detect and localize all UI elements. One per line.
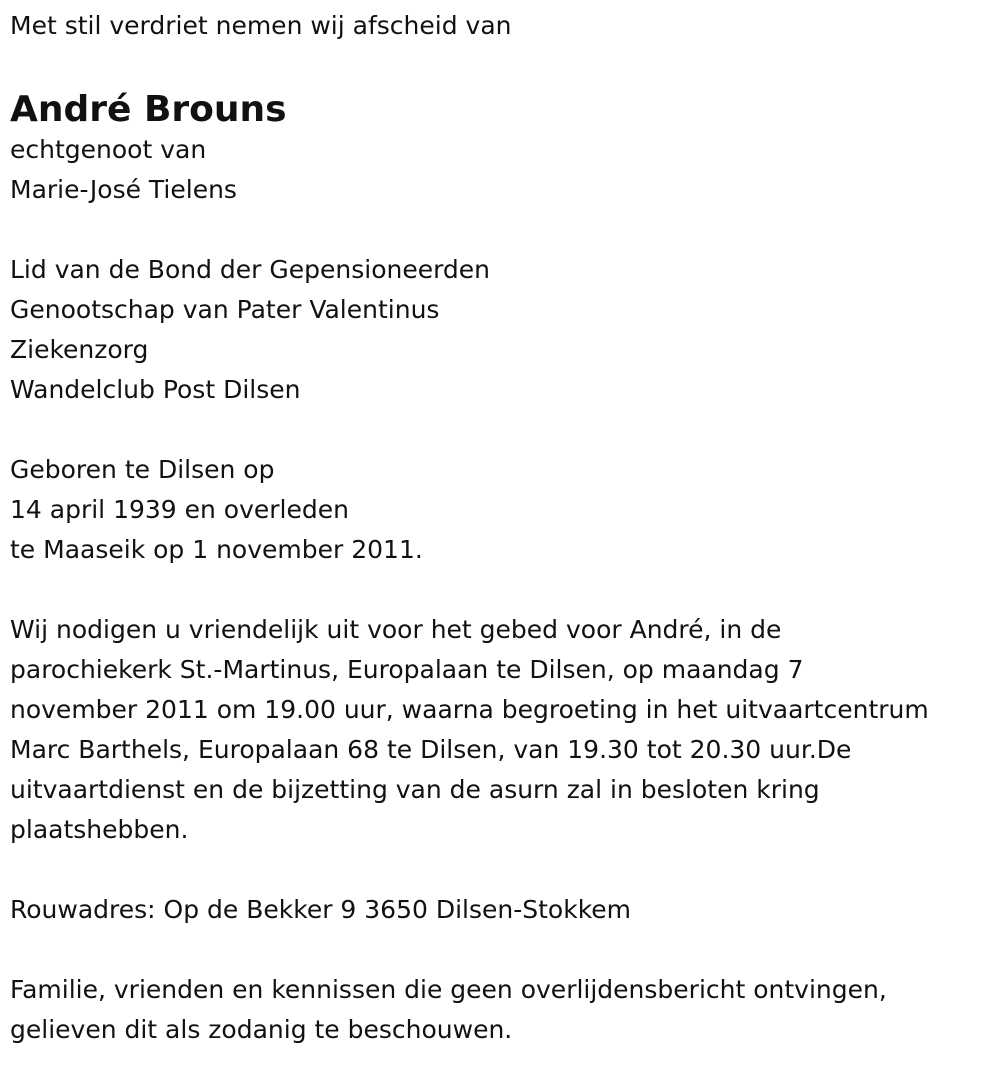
closing-line: Familie, vrienden en kennissen die geen overlijdensbericht ontvingen, [10,975,887,1004]
birth-death-line: Geboren te Dilsen op [10,455,275,484]
invitation-line: november 2011 om 19.00 uur, waarna begroeting in het uitvaartcentrum [10,695,929,724]
spouse-name: Marie-José Tielens [10,175,237,204]
birth-death-line: 14 april 1939 en overleden [10,495,349,524]
invitation-line: parochiekerk St.-Martinus, Europalaan te Dilsen, op maandag 7 [10,655,804,684]
invitation-paragraph [10,610,990,850]
memberships-list [10,250,1000,410]
invitation-line: Marc Barthels, Europalaan 68 te Dilsen, van 19.30 tot 20.30 uur.De [10,735,852,764]
membership-item: Genootschap van Pater Valentinus [10,295,440,324]
invitation-line: uitvaartdienst en de bijzetting van de asurn zal in besloten kring [10,775,820,804]
birth-death-line: te Maaseik op 1 november 2011. [10,535,423,564]
invitation-line: plaatshebben. [10,815,189,844]
closing-line: gelieven dit als zodanig te beschouwen. [10,1015,513,1044]
membership-item: Wandelclub Post Dilsen [10,375,301,404]
membership-item: Ziekenzorg [10,335,149,364]
intro-text: Met stil verdriet nemen wij afscheid van [10,11,512,40]
address-line: Rouwadres: Op de Bekker 9 3650 Dilsen-Stokkem [10,895,632,924]
birth-death-info [10,450,1000,570]
membership-item: Lid van de Bond der Gepensioneerden [10,255,491,284]
relation-line: echtgenoot van [10,135,207,164]
invitation-line: Wij nodigen u vriendelijk uit voor het gebed voor André, in de [10,615,782,644]
closing-paragraph [10,970,990,1050]
deceased-name: André Brouns [10,89,287,130]
mourning-address [10,890,990,930]
